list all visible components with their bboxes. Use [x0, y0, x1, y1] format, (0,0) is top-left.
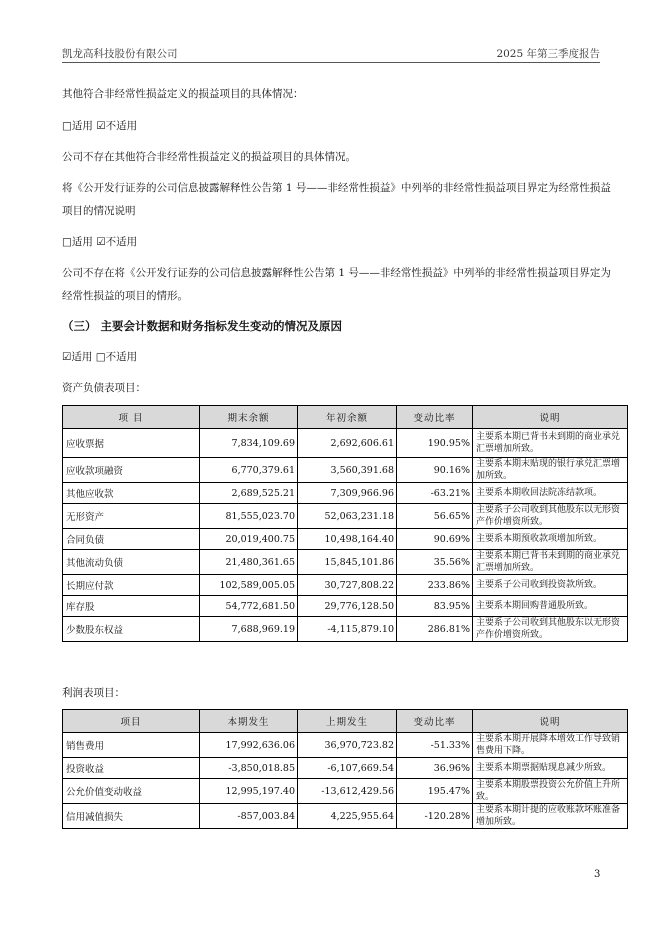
row-rate-cell: 83.95% [397, 596, 473, 617]
row-rate-cell: 90.69% [397, 529, 473, 550]
table-row [63, 804, 628, 829]
row-item-cell: 应收票据 [63, 429, 200, 458]
row-item-cell: 少数股东权益 [63, 617, 200, 642]
income-statement-label: 利润表项目： [62, 687, 125, 699]
row-description-cell: 主要系本期股票投资公允价值上升所致。 [473, 779, 628, 804]
row-rate-cell: 56.65% [397, 504, 473, 529]
row-description-cell: 主要系本期回购普通股所致。 [473, 596, 628, 617]
header-report-title: 2025 年第三季度报告 [496, 48, 600, 60]
table-row [63, 779, 628, 804]
row-value-cell: 10,498,164.40 [298, 529, 397, 550]
applicable-checkbox-line: □适用 ☑不适用 [62, 120, 138, 132]
row-rate-cell: 286.81% [397, 617, 473, 642]
column-header: 上期发生 [298, 710, 397, 733]
row-description-cell: 主要系本期计提的应收账款坏账准备增加所致。 [473, 804, 628, 829]
table-row [63, 733, 628, 758]
balance-sheet-label: 资产负债表项目： [62, 382, 146, 394]
table-header-row [63, 710, 628, 733]
income-statement-table [62, 709, 628, 829]
row-rate-cell: -51.33% [397, 733, 473, 758]
table-row [63, 429, 628, 458]
row-value-cell: 12,995,197.40 [200, 779, 298, 804]
row-rate-cell: 190.95% [397, 429, 473, 458]
row-value-cell: 2,689,525.21 [200, 483, 298, 504]
row-rate-cell: -120.28% [397, 804, 473, 829]
row-description-cell: 主要系本期末贴现的银行承兑汇票增加所致。 [473, 458, 628, 483]
row-item-cell: 销售费用 [63, 733, 200, 758]
table-row [63, 483, 628, 504]
row-value-cell: -6,107,669.54 [298, 758, 397, 779]
row-value-cell: 3,560,391.68 [298, 458, 397, 483]
row-rate-cell: 195.47% [397, 779, 473, 804]
paragraph: 公司不存在其他符合非经常性损益定义的损益项目的具体情况。 [62, 151, 356, 163]
row-item-cell: 库存股 [63, 596, 200, 617]
row-value-cell: 81,555,023.70 [200, 504, 298, 529]
row-value-cell: 4,225,955.64 [298, 804, 397, 829]
paragraph: 经常性损益的项目的情形。 [62, 290, 188, 302]
row-value-cell: 29,776,128.50 [298, 596, 397, 617]
row-item-cell: 其他流动负债 [63, 550, 200, 575]
row-value-cell: 52,063,231.18 [298, 504, 397, 529]
column-header: 年初余额 [298, 406, 397, 429]
column-header: 期末余额 [200, 406, 298, 429]
row-description-cell: 主要系子公司收到投资款所致。 [473, 575, 628, 596]
row-item-cell: 长期应付款 [63, 575, 200, 596]
row-description-cell: 主要系本期票据贴现息减少所致。 [473, 758, 628, 779]
row-value-cell: -13,612,429.56 [298, 779, 397, 804]
row-description-cell: 主要系本期预收款项增加所致。 [473, 529, 628, 550]
row-value-cell: 6,770,379.61 [200, 458, 298, 483]
table-row [63, 504, 628, 529]
paragraph: 项目的情况说明 [62, 205, 136, 217]
table-row [63, 458, 628, 483]
row-rate-cell: -63.21% [397, 483, 473, 504]
row-value-cell: 17,992,636.06 [200, 733, 298, 758]
table-row [63, 575, 628, 596]
row-value-cell: 54,772,681.50 [200, 596, 298, 617]
table-row [63, 617, 628, 642]
balance-sheet-table [62, 405, 628, 642]
table-row [63, 596, 628, 617]
page-number: 3 [594, 869, 601, 880]
paragraph: 公司不存在将《公开发行证券的公司信息披露解释性公告第 1 号——非经常性损益》中列举的非经常性损益项目界定为 [62, 267, 611, 279]
row-item-cell: 公允价值变动收益 [63, 779, 200, 804]
row-description-cell: 主要系本期已背书未到期的商业承兑汇票增加所致。 [473, 429, 628, 458]
column-header: 说明 [473, 406, 628, 429]
row-value-cell: -857,003.84 [200, 804, 298, 829]
row-item-cell: 信用减值损失 [63, 804, 200, 829]
header-divider [62, 62, 600, 63]
column-header: 变动比率 [397, 710, 473, 733]
table-row [63, 758, 628, 779]
row-rate-cell: 90.16% [397, 458, 473, 483]
applicable-checkbox-line: □适用 ☑不适用 [62, 236, 138, 248]
paragraph: 将《公开发行证券的公司信息披露解释性公告第 1 号——非经常性损益》中列举的非经常性损益项目界定为经常性损益 [62, 182, 611, 194]
paragraph: 其他符合非经常性损益定义的损益项目的具体情况： [62, 88, 304, 100]
row-value-cell: 36,970,723.82 [298, 733, 397, 758]
applicable-checkbox-line: ☑适用 □不适用 [62, 351, 138, 363]
table-header-row [63, 406, 628, 429]
row-value-cell: 102,589,005.05 [200, 575, 298, 596]
row-rate-cell: 36.96% [397, 758, 473, 779]
row-value-cell: -3,850,018.85 [200, 758, 298, 779]
row-description-cell: 主要系本期开展降本增效工作导致销售费用下降。 [473, 733, 628, 758]
column-header: 变动比率 [397, 406, 473, 429]
row-value-cell: 7,834,109.69 [200, 429, 298, 458]
row-description-cell: 主要系本期收回法院冻结款项。 [473, 483, 628, 504]
row-rate-cell: 233.86% [397, 575, 473, 596]
column-header: 说明 [473, 710, 628, 733]
row-value-cell: 2,692,606.61 [298, 429, 397, 458]
row-value-cell: 21,480,361.65 [200, 550, 298, 575]
row-value-cell: 30,727,808.22 [298, 575, 397, 596]
row-value-cell: 15,845,101.86 [298, 550, 397, 575]
column-header: 本期发生 [200, 710, 298, 733]
table-row [63, 529, 628, 550]
row-item-cell: 无形资产 [63, 504, 200, 529]
row-value-cell: 7,309,966.96 [298, 483, 397, 504]
row-rate-cell: 35.56% [397, 550, 473, 575]
row-value-cell: 20,019,400.75 [200, 529, 298, 550]
row-description-cell: 主要系本期已背书未到期的商业承兑汇票增加所致。 [473, 550, 628, 575]
table-row [63, 550, 628, 575]
row-item-cell: 投资收益 [63, 758, 200, 779]
column-header: 项 目 [63, 406, 200, 429]
row-value-cell: -4,115,879.10 [298, 617, 397, 642]
header-company: 凯龙高科技股份有限公司 [62, 48, 178, 60]
row-value-cell: 7,688,969.19 [200, 617, 298, 642]
row-description-cell: 主要系子公司收到其他股东以无形资产作价增资所致。 [473, 617, 628, 642]
section-title: （三） 主要会计数据和财务指标发生变动的情况及原因 [62, 319, 343, 333]
row-item-cell: 其他应收款 [63, 483, 200, 504]
row-item-cell: 合同负债 [63, 529, 200, 550]
column-header: 项目 [63, 710, 200, 733]
row-item-cell: 应收款项融资 [63, 458, 200, 483]
row-description-cell: 主要系子公司收到其他股东以无形资产作价增资所致。 [473, 504, 628, 529]
